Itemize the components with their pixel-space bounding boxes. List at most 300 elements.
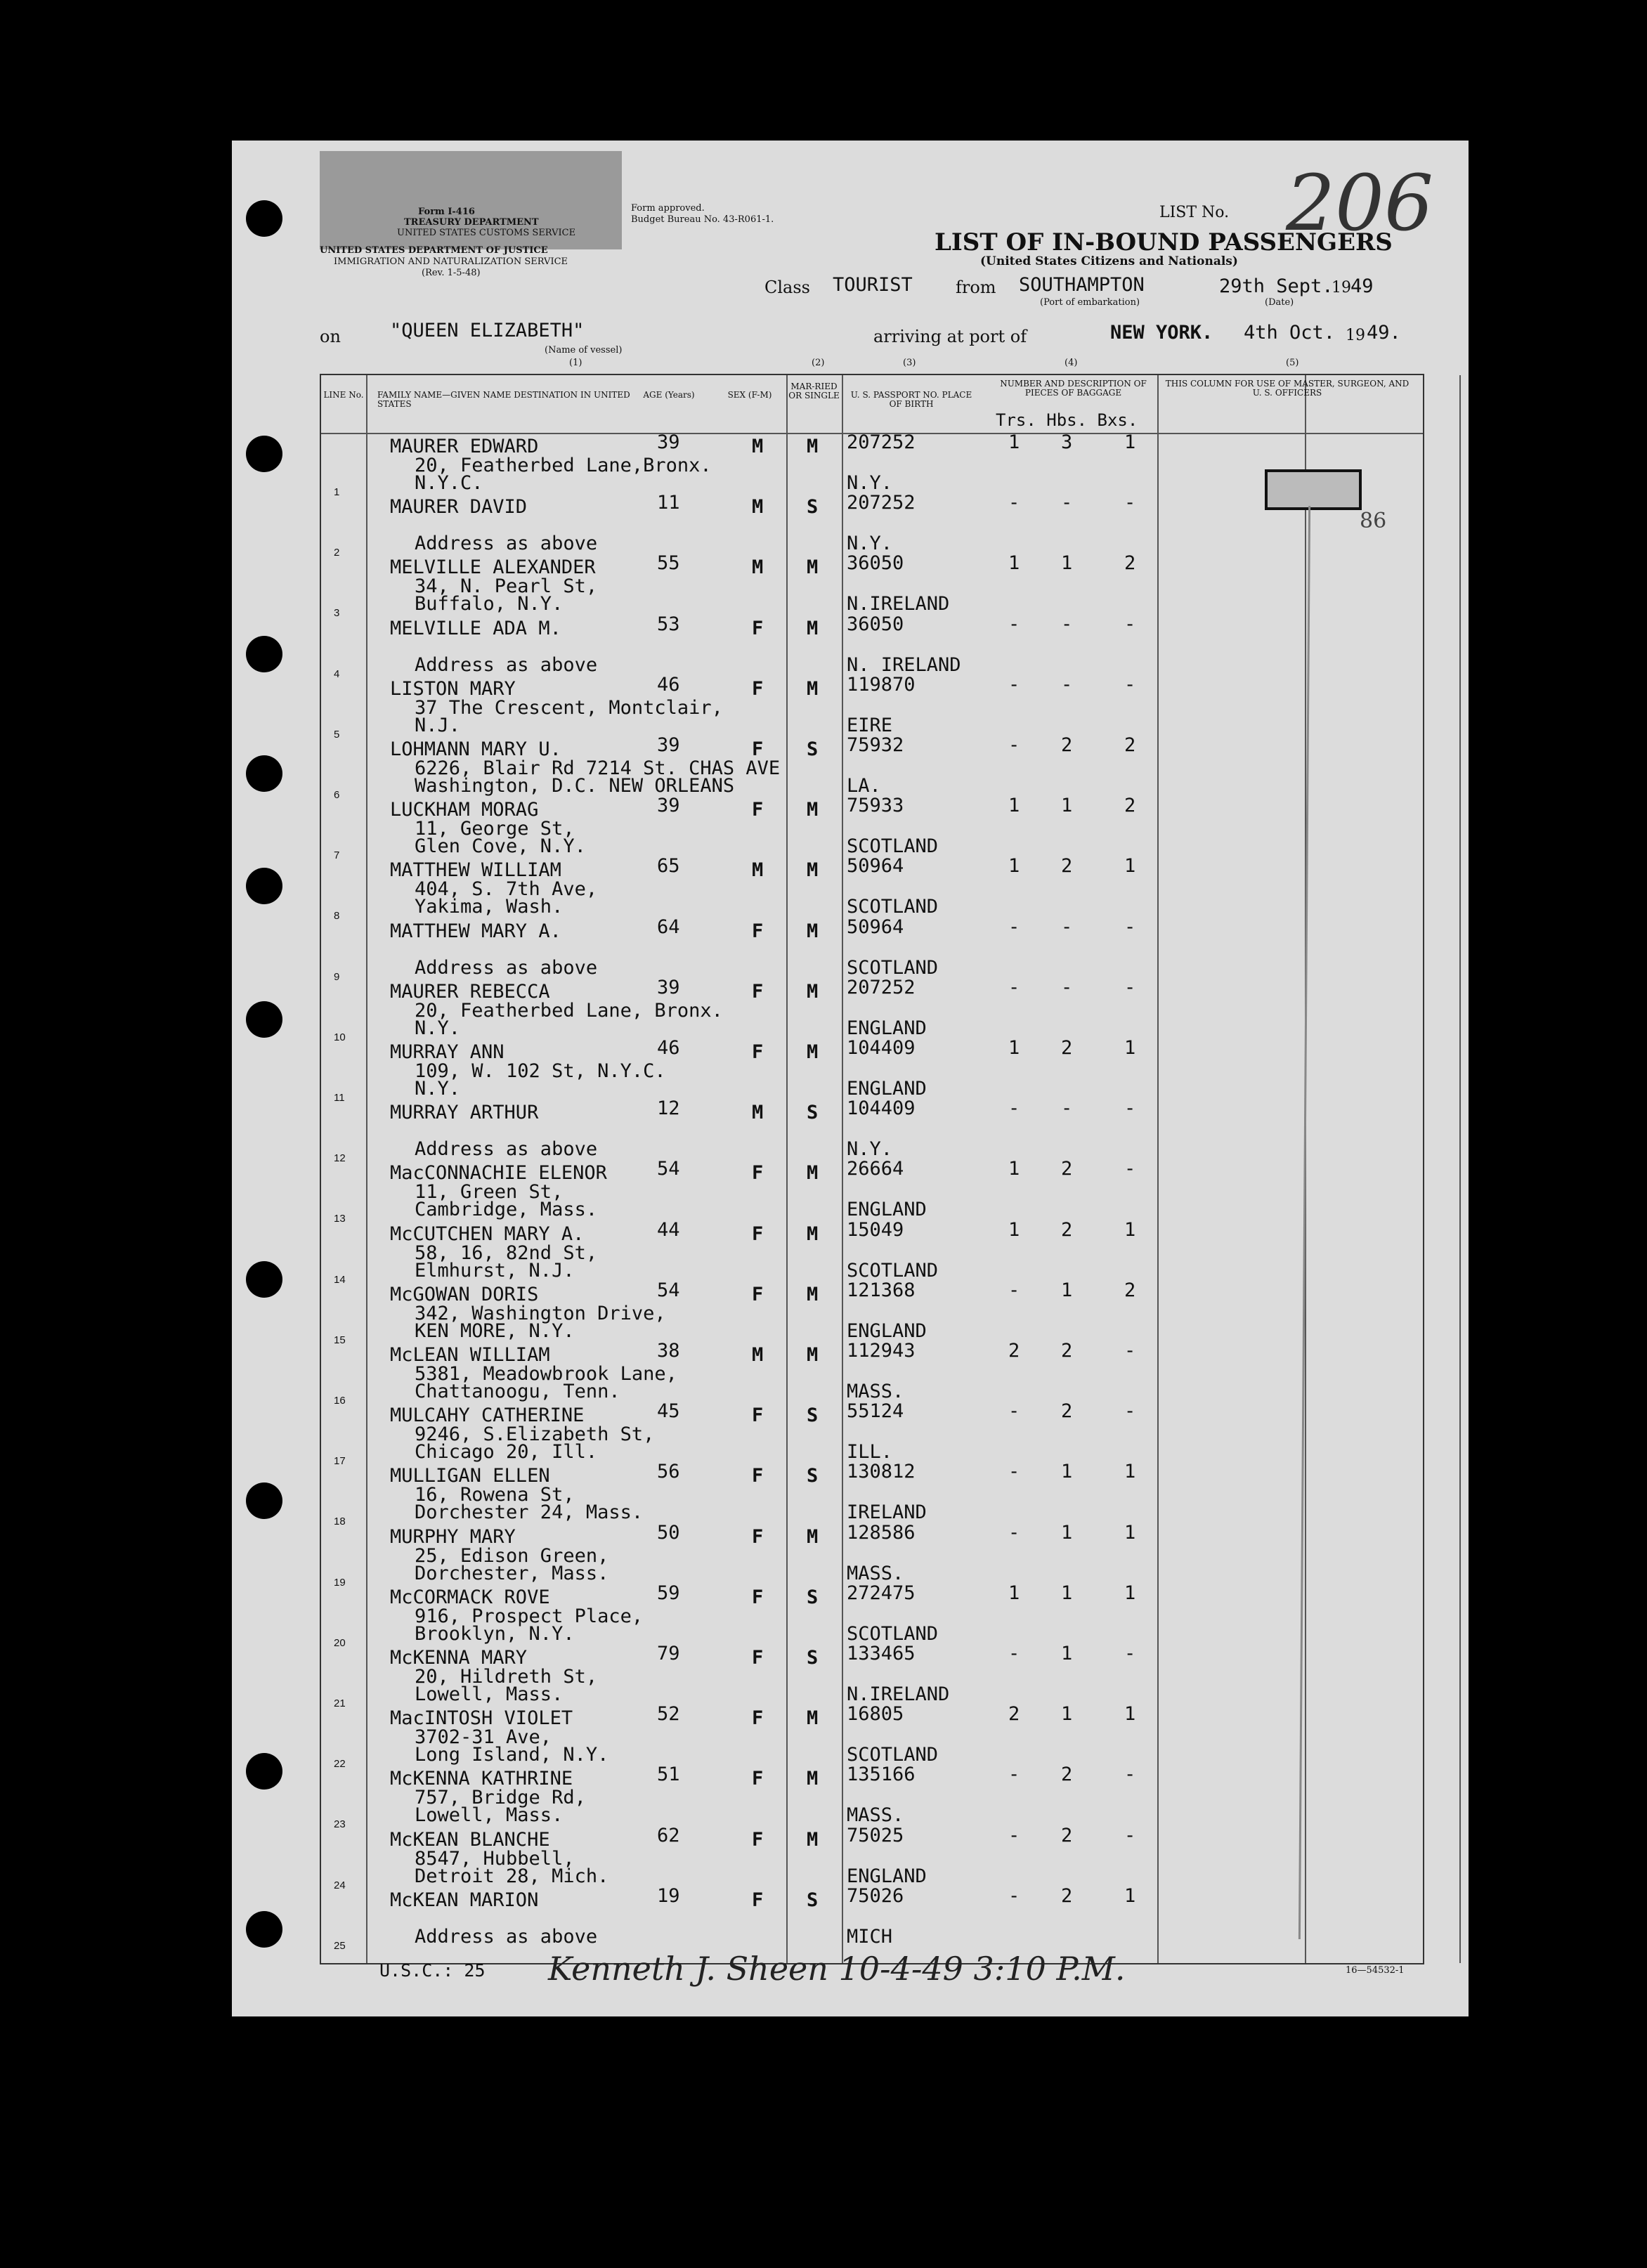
baggage-handbags: - — [1061, 492, 1073, 514]
marital-status: M — [807, 1162, 819, 1185]
marital-status: S — [807, 1889, 819, 1911]
arrival-port: NEW YORK. — [1110, 322, 1213, 344]
passport-number: 207252 — [847, 976, 916, 998]
address-line: 757, Bridge Rd, — [415, 1787, 586, 1809]
address-line: 342, Washington Drive, — [415, 1302, 666, 1324]
baggage-handbags: 2 — [1061, 1218, 1073, 1241]
sex: M — [752, 496, 764, 519]
age: 50 — [657, 1521, 680, 1544]
baggage-handbags: - — [1061, 673, 1073, 696]
age: 52 — [657, 1703, 680, 1726]
baggage-boxes: 1 — [1124, 1582, 1136, 1604]
passport-number: 36050 — [847, 613, 904, 635]
address-line: 20, Hildreth St, — [415, 1666, 598, 1688]
line-number: 20 — [334, 1636, 346, 1649]
baggage-boxes: 1 — [1124, 1037, 1136, 1059]
baggage-trunks: - — [1008, 1521, 1020, 1544]
year-prefix: 19 — [1332, 279, 1351, 296]
place-of-birth: ENGLAND — [847, 1078, 927, 1100]
marital-status: S — [807, 1586, 819, 1608]
header-passport: U. S. PASSPORT NO. PLACE OF BIRTH — [850, 390, 972, 409]
passport-number: 104409 — [847, 1037, 916, 1059]
passport-number: 50964 — [847, 855, 904, 878]
place-of-birth: N.IRELAND — [847, 1683, 950, 1705]
age: 19 — [657, 1884, 680, 1907]
baggage-trunks: 2 — [1008, 1703, 1020, 1726]
place-of-birth: MASS. — [847, 1562, 904, 1584]
embark-year: 49 — [1350, 275, 1374, 297]
embark-port: SOUTHAMPTON — [1019, 274, 1145, 296]
list-no-label: LIST No. — [1159, 204, 1230, 221]
baggage-boxes: - — [1124, 915, 1136, 938]
age: 62 — [657, 1824, 680, 1846]
age: 53 — [657, 613, 680, 635]
address-line: Address as above — [415, 653, 598, 676]
address-line: 109, W. 102 St, N.Y.C. — [415, 1060, 666, 1082]
passenger-name: MURRAY ANN — [390, 1041, 504, 1063]
marital-status: M — [807, 556, 819, 579]
sex: F — [752, 1405, 764, 1427]
approval-line: Form approved. — [631, 203, 705, 214]
justice-line: IMMIGRATION AND NATURALIZATION SERVICE — [334, 256, 568, 267]
sex: M — [752, 859, 764, 882]
passport-number: 207252 — [847, 492, 916, 514]
address-line: Yakima, Wash. — [415, 896, 564, 918]
age: 55 — [657, 552, 680, 575]
marital-status: M — [807, 1041, 819, 1063]
address-line: 34, N. Pearl St, — [415, 575, 598, 598]
baggage-trunks: - — [1008, 734, 1020, 756]
baggage-trunks: 1 — [1008, 552, 1020, 575]
place-of-birth: SCOTLAND — [847, 1744, 939, 1766]
passport-number: 121368 — [847, 1279, 916, 1301]
age: 64 — [657, 915, 680, 938]
place-of-birth: ENGLAND — [847, 1865, 927, 1887]
header-officers: THIS COLUMN FOR USE OF MASTER, SURGEON, AND U. S. OFFICERS — [1165, 379, 1410, 398]
address-line: 11, George St, — [415, 818, 575, 840]
passenger-name: MULCAHY CATHERINE — [390, 1405, 585, 1427]
sex: F — [752, 1223, 764, 1245]
line-number: 14 — [334, 1273, 346, 1286]
age: 54 — [657, 1158, 680, 1180]
marital-status: M — [807, 980, 819, 1003]
sex: F — [752, 1465, 764, 1487]
officer-signature: Kenneth J. Sheen 10-4-49 3:10 P.M. — [548, 1950, 1126, 1988]
address-line: Lowell, Mass. — [415, 1683, 564, 1705]
passenger-name: MELVILLE ADA M. — [390, 617, 561, 639]
sex: M — [752, 556, 764, 579]
punch-hole — [246, 1001, 282, 1038]
passenger-name: MURPHY MARY — [390, 1525, 516, 1548]
age: 54 — [657, 1279, 680, 1301]
header-age: AGE (Years) — [643, 390, 695, 400]
address-line: Cambridge, Mass. — [415, 1199, 598, 1221]
baggage-boxes: - — [1124, 1764, 1136, 1786]
baggage-handbags: 2 — [1061, 1884, 1073, 1907]
column-number: (1) — [569, 358, 582, 368]
baggage-handbags: 1 — [1061, 1521, 1073, 1544]
passport-number: 75932 — [847, 734, 904, 756]
marital-status: M — [807, 1344, 819, 1366]
baggage-handbags: 1 — [1061, 1461, 1073, 1483]
address-line: 404, S. 7th Ave, — [415, 878, 598, 901]
age: 46 — [657, 1037, 680, 1059]
sex: F — [752, 980, 764, 1003]
baggage-boxes: 2 — [1124, 734, 1136, 756]
baggage-trunks: - — [1008, 1824, 1020, 1846]
line-number: 18 — [334, 1516, 346, 1528]
place-of-birth: MICH — [847, 1925, 893, 1948]
passenger-name: LOHMANN MARY U. — [390, 738, 561, 760]
address-line: Chattanoogu, Tenn. — [415, 1381, 620, 1402]
baggage-boxes: 1 — [1124, 431, 1136, 453]
place-of-birth: SCOTLAND — [847, 956, 939, 979]
punch-hole — [246, 1911, 282, 1948]
age: 38 — [657, 1340, 680, 1362]
baggage-boxes: 1 — [1124, 1461, 1136, 1483]
passenger-name: LISTON MARY — [390, 677, 516, 700]
column-number: (2) — [812, 358, 825, 368]
place-of-birth: N. IRELAND — [847, 653, 961, 676]
marital-status: M — [807, 1707, 819, 1730]
punch-hole — [246, 1482, 282, 1519]
address-line: 916, Prospect Place, — [415, 1605, 644, 1627]
sex: M — [752, 1344, 764, 1366]
passport-number: 26664 — [847, 1158, 904, 1180]
line-number: 17 — [334, 1455, 346, 1468]
line-number: 8 — [334, 910, 340, 923]
passenger-name: MATTHEW WILLIAM — [390, 859, 561, 882]
line-number: 2 — [334, 547, 340, 559]
baggage-handbags: 3 — [1061, 431, 1073, 453]
sex: F — [752, 1707, 764, 1730]
arrival-year-prefix: 19 — [1346, 327, 1365, 344]
line-number: 10 — [334, 1031, 346, 1043]
sex: F — [752, 1525, 764, 1548]
page-subtitle: (United States Citizens and Nationals) — [980, 254, 1238, 268]
passport-number: 75933 — [847, 795, 904, 817]
baggage-trunks: 1 — [1008, 431, 1020, 453]
line-number: 22 — [334, 1758, 346, 1771]
address-line: 3702-31 Ave, — [415, 1726, 552, 1749]
place-of-birth: LA. — [847, 775, 881, 797]
baggage-trunks: - — [1008, 915, 1020, 938]
sex: F — [752, 1828, 764, 1851]
baggage-trunks: - — [1008, 613, 1020, 635]
baggage-handbags: 2 — [1061, 855, 1073, 878]
address-line: Address as above — [415, 1138, 598, 1161]
baggage-handbags: 2 — [1061, 1158, 1073, 1180]
passenger-name: MAURER DAVID — [390, 496, 528, 519]
justice-line: (Rev. 1-5-48) — [422, 268, 481, 278]
sex: F — [752, 1889, 764, 1911]
line-number: 4 — [334, 667, 340, 680]
punch-hole — [246, 200, 282, 237]
marital-status: M — [807, 1768, 819, 1790]
baggage-trunks: 1 — [1008, 1037, 1020, 1059]
arrival-year: 49. — [1367, 322, 1401, 344]
place-of-birth: SCOTLAND — [847, 1259, 939, 1282]
marital-status: S — [807, 1647, 819, 1669]
marital-status: S — [807, 1102, 819, 1124]
line-number: 15 — [334, 1334, 346, 1346]
sex: F — [752, 1041, 764, 1063]
punch-hole — [246, 1753, 282, 1790]
address-line: 20, Featherbed Lane, Bronx. — [415, 999, 723, 1022]
sex: F — [752, 920, 764, 942]
baggage-boxes: 2 — [1124, 1279, 1136, 1301]
sex: F — [752, 799, 764, 821]
age: 51 — [657, 1764, 680, 1786]
baggage-trunks: - — [1008, 492, 1020, 514]
address-line: Address as above — [415, 1925, 598, 1948]
line-number: 9 — [334, 970, 340, 983]
address-line: Dorchester, Mass. — [415, 1562, 609, 1584]
passenger-name: MAURER REBECCA — [390, 980, 550, 1003]
age: 12 — [657, 1097, 680, 1120]
punch-hole — [246, 636, 282, 672]
passenger-name: LUCKHAM MORAG — [390, 799, 539, 821]
justice-line: UNITED STATES DEPARTMENT OF JUSTICE — [320, 245, 548, 256]
baggage-boxes: - — [1124, 1097, 1136, 1120]
place-of-birth: IRELAND — [847, 1501, 927, 1524]
place-of-birth: N.Y. — [847, 472, 893, 494]
passenger-name: McKENNA KATHRINE — [390, 1768, 573, 1790]
passenger-name: McCUTCHEN MARY A. — [390, 1223, 585, 1245]
marital-status: M — [807, 1525, 819, 1548]
baggage-handbags: 1 — [1061, 1703, 1073, 1726]
punch-hole — [246, 436, 282, 472]
place-of-birth: N.IRELAND — [847, 593, 950, 615]
header-line-no: LINE No. — [323, 390, 364, 400]
marital-status: M — [807, 920, 819, 942]
place-of-birth: MASS. — [847, 1804, 904, 1827]
place-of-birth: SCOTLAND — [847, 1622, 939, 1645]
baggage-trunks: - — [1008, 1097, 1020, 1120]
baggage-handbags: - — [1061, 976, 1073, 998]
baggage-boxes: - — [1124, 976, 1136, 998]
baggage-handbags: - — [1061, 613, 1073, 635]
passenger-name: McKEAN MARION — [390, 1889, 539, 1911]
office-stamp-box — [1265, 469, 1362, 510]
place-of-birth: ENGLAND — [847, 1017, 927, 1039]
age: 39 — [657, 795, 680, 817]
column-number: (4) — [1065, 358, 1078, 368]
passenger-name: MAURER EDWARD — [390, 436, 539, 457]
passport-number: 104409 — [847, 1097, 916, 1120]
baggage-handbags: - — [1061, 915, 1073, 938]
line-number: 6 — [334, 789, 340, 801]
passport-number: 135166 — [847, 1764, 916, 1786]
baggage-handbags: - — [1061, 1097, 1073, 1120]
baggage-boxes: 1 — [1124, 1884, 1136, 1907]
line-number: 7 — [334, 849, 340, 862]
age: 11 — [657, 492, 680, 514]
baggage-boxes: 2 — [1124, 552, 1136, 575]
header-name: FAMILY NAME—GIVEN NAME DESTINATION IN UNITED STATES — [377, 390, 630, 409]
baggage-boxes: 1 — [1124, 1703, 1136, 1726]
line-number: 24 — [334, 1879, 346, 1891]
customs-stamp — [320, 151, 622, 249]
address-line: Address as above — [415, 533, 598, 555]
address-line: Washington, D.C. NEW ORLEANS — [415, 775, 735, 797]
passport-number: 50964 — [847, 915, 904, 938]
address-line: 11, Green St, — [415, 1181, 564, 1204]
date-caption: (Date) — [1265, 297, 1294, 308]
sex: F — [752, 1162, 764, 1185]
place-of-birth: ILL. — [847, 1441, 893, 1464]
address-line: Address as above — [415, 956, 598, 979]
marital-status: S — [807, 1465, 819, 1487]
baggage-trunks: - — [1008, 1461, 1020, 1483]
baggage-trunks: 1 — [1008, 1582, 1020, 1604]
sex: F — [752, 1768, 764, 1790]
line-number: 16 — [334, 1395, 346, 1407]
line-number: 11 — [334, 1092, 345, 1104]
baggage-boxes: 2 — [1124, 795, 1136, 817]
passport-number: 112943 — [847, 1340, 916, 1362]
address-line: Elmhurst, N.J. — [415, 1259, 575, 1282]
passport-number: 119870 — [847, 673, 916, 696]
sex: F — [752, 677, 764, 700]
address-line: Dorchester 24, Mass. — [415, 1501, 644, 1524]
place-of-birth: ENGLAND — [847, 1199, 927, 1221]
marital-status: S — [807, 1405, 819, 1427]
passenger-name: MELVILLE ALEXANDER — [390, 556, 596, 579]
sex: F — [752, 617, 764, 639]
address-line: N.Y. — [415, 1017, 461, 1039]
baggage-handbags: 2 — [1061, 1764, 1073, 1786]
baggage-trunks: - — [1008, 1884, 1020, 1907]
passenger-name: McLEAN WILLIAM — [390, 1344, 550, 1366]
baggage-trunks: - — [1008, 673, 1020, 696]
baggage-trunks: 2 — [1008, 1340, 1020, 1362]
address-line: 25, Edison Green, — [415, 1544, 609, 1567]
age: 45 — [657, 1400, 680, 1423]
address-line: Chicago 20, Ill. — [415, 1441, 598, 1464]
passenger-name: McCORMACK ROVE — [390, 1586, 550, 1608]
baggage-subheader: Trs. Hbs. Bxs. — [996, 410, 1138, 430]
class-value: TOURIST — [833, 274, 913, 296]
embark-caption: (Port of embarkation) — [1040, 297, 1140, 308]
passport-number: 75026 — [847, 1884, 904, 1907]
marital-status: M — [807, 677, 819, 700]
baggage-handbags: 1 — [1061, 1279, 1073, 1301]
address-line: Lowell, Mass. — [415, 1804, 564, 1827]
arriving-label: arriving at port of — [873, 327, 1027, 346]
marital-status: M — [807, 859, 819, 882]
punch-hole — [246, 868, 282, 904]
passport-number: 272475 — [847, 1582, 916, 1604]
address-line: 58, 16, 82nd St, — [415, 1241, 598, 1264]
age: 56 — [657, 1461, 680, 1483]
baggage-boxes: - — [1124, 673, 1136, 696]
baggage-boxes: - — [1124, 1400, 1136, 1423]
baggage-trunks: 1 — [1008, 855, 1020, 878]
list-no-handwritten: 206 — [1286, 158, 1433, 248]
line-number: 13 — [334, 1213, 346, 1225]
stamp-number: 86 — [1360, 509, 1387, 533]
on-label: on — [320, 327, 341, 346]
punch-hole — [246, 755, 282, 792]
age: 39 — [657, 431, 680, 453]
line-number: 1 — [334, 486, 340, 498]
form-number: Form I-416 — [418, 207, 475, 217]
usc-count: U.S.C.: 25 — [379, 1960, 486, 1981]
address-line: Glen Cove, N.Y. — [415, 835, 586, 858]
baggage-trunks: - — [1008, 1279, 1020, 1301]
baggage-boxes: - — [1124, 1824, 1136, 1846]
line-number: 5 — [334, 728, 340, 741]
address-line: KEN MORE, N.Y. — [415, 1319, 575, 1342]
passport-number: 128586 — [847, 1521, 916, 1544]
marital-status: M — [807, 1283, 819, 1305]
baggage-handbags: 2 — [1061, 1037, 1073, 1059]
approval-line: Budget Bureau No. 43-R061-1. — [631, 214, 774, 225]
address-line: N.J. — [415, 714, 461, 736]
passport-number: 130812 — [847, 1461, 916, 1483]
address-line: N.Y.C. — [415, 472, 483, 494]
age: 65 — [657, 855, 680, 878]
place-of-birth: N.Y. — [847, 1138, 893, 1161]
marital-status: M — [807, 799, 819, 821]
baggage-boxes: - — [1124, 1643, 1136, 1664]
baggage-handbags: 2 — [1061, 734, 1073, 756]
place-of-birth: EIRE — [847, 714, 893, 736]
marital-status: M — [807, 1828, 819, 1851]
baggage-trunks: 1 — [1008, 1158, 1020, 1180]
baggage-trunks: - — [1008, 1643, 1020, 1664]
sex: F — [752, 1586, 764, 1608]
address-line: Brooklyn, N.Y. — [415, 1622, 575, 1645]
line-number: 19 — [334, 1576, 346, 1589]
passenger-name: MacINTOSH VIOLET — [390, 1707, 573, 1730]
baggage-handbags: 1 — [1061, 1582, 1073, 1604]
arrival-date: 4th Oct. — [1244, 322, 1336, 344]
baggage-handbags: 2 — [1061, 1340, 1073, 1362]
sex: M — [752, 436, 764, 457]
header-married: MAR-RIED OR SINGLE — [788, 382, 840, 400]
address-line: Detroit 28, Mich. — [415, 1865, 609, 1887]
vessel-caption: (Name of vessel) — [545, 345, 623, 356]
passenger-name: MURRAY ARTHUR — [390, 1102, 539, 1124]
baggage-boxes: 1 — [1124, 855, 1136, 878]
agency-line: UNITED STATES CUSTOMS SERVICE — [397, 228, 576, 238]
baggage-boxes: - — [1124, 492, 1136, 514]
address-line: Buffalo, N.Y. — [415, 593, 564, 615]
address-line: 16, Rowena St, — [415, 1484, 575, 1506]
marital-status: M — [807, 436, 819, 457]
column-number: (3) — [903, 358, 916, 368]
baggage-trunks: - — [1008, 1764, 1020, 1786]
baggage-boxes: - — [1124, 613, 1136, 635]
page-title: LIST OF IN-BOUND PASSENGERS — [935, 228, 1393, 256]
age: 39 — [657, 734, 680, 756]
place-of-birth: SCOTLAND — [847, 835, 939, 858]
passport-number: 75025 — [847, 1824, 904, 1846]
baggage-boxes: - — [1124, 1158, 1136, 1180]
passport-number: 207252 — [847, 431, 916, 453]
passenger-name: MATTHEW MARY A. — [390, 920, 561, 942]
form-code: 16—54532-1 — [1346, 1965, 1405, 1976]
vessel-name: "QUEEN ELIZABETH" — [390, 320, 585, 341]
place-of-birth: SCOTLAND — [847, 896, 939, 918]
line-number: 25 — [334, 1939, 346, 1952]
baggage-trunks: - — [1008, 1400, 1020, 1423]
address-line: 9246, S.Elizabeth St, — [415, 1423, 655, 1446]
passenger-name: MacCONNACHIE ELENOR — [390, 1162, 607, 1185]
marital-status: M — [807, 1223, 819, 1245]
